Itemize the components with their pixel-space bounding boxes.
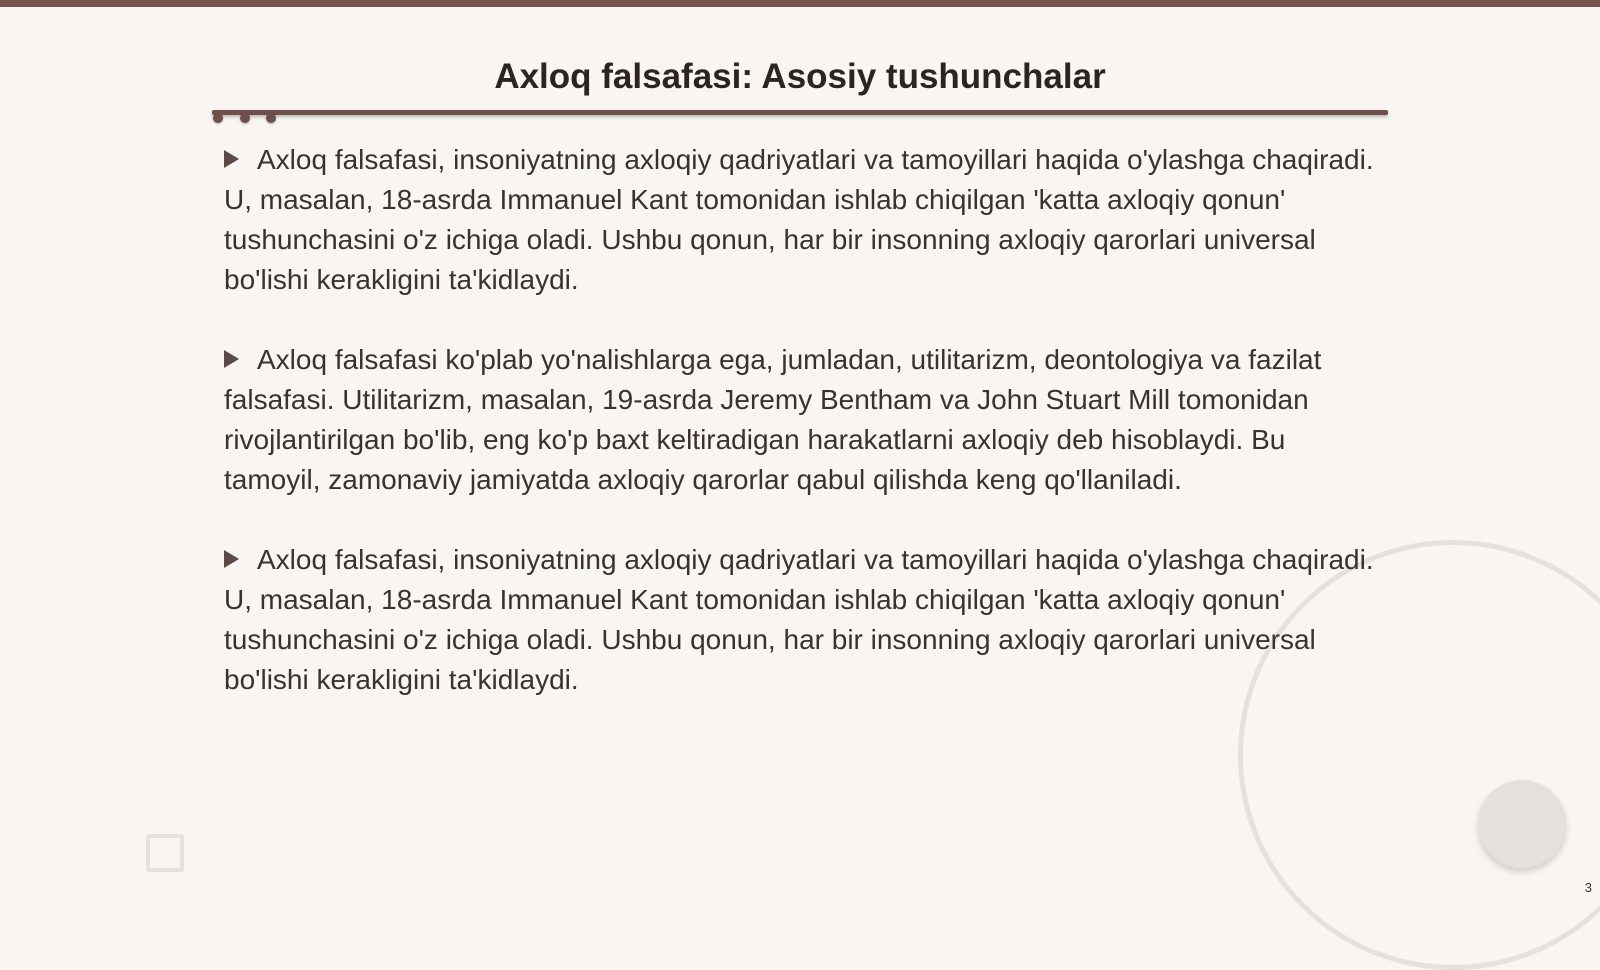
bullet-text: Axloq falsafasi ko'plab yo'nalishlarga ega, jumladan, utilitarizm, deontologiya va fazilat falsafasi. Utilitarizm, masalan, 19-asrda Jeremy Bentham va John Stuart Mill tomonidan rivojlantirilgan bo'lib, eng ko'p baxt keltiradigan harakatlarni axloqiy deb hisoblaydi. Bu tamoyil, zamonaviy jamiyatda axloqiy qarorlar qabul qilishda keng qo'llaniladi. — [224, 344, 1322, 495]
bullet-arrow-icon — [224, 150, 239, 168]
slide-content — [224, 140, 1384, 740]
top-accent-bar — [0, 0, 1600, 7]
title-underline — [212, 110, 1388, 115]
bullet-text: Axloq falsafasi, insoniyatning axloqiy qadriyatlari va tamoyillari haqida o'ylashga chaqiradi. U, masalan, 18-asrda Immanuel Kant tomonidan ishlab chiqilgan 'katta axloqiy qonun' tushunchasini o'z ichiga oladi. Ushbu qonun, har bir insonning axloqiy qarorlari universal bo'lishi kerakligini ta'kidlaydi. — [224, 144, 1374, 295]
bullet-arrow-icon — [224, 550, 239, 568]
decorative-dot — [266, 113, 276, 123]
slide-title: Axloq falsafasi: Asosiy tushunchalar — [494, 57, 1106, 96]
decorative-dot — [213, 113, 223, 123]
bullet-item — [224, 340, 1384, 500]
bullet-item — [224, 540, 1384, 700]
bullet-item — [224, 140, 1384, 300]
bullet-arrow-icon — [224, 350, 239, 368]
page-number: 3 — [1584, 880, 1592, 895]
decorative-dot — [240, 113, 250, 123]
decorative-disc — [1478, 780, 1566, 868]
bullet-text: Axloq falsafasi, insoniyatning axloqiy qadriyatlari va tamoyillari haqida o'ylashga chaqiradi. U, masalan, 18-asrda Immanuel Kant tomonidan ishlab chiqilgan 'katta axloqiy qonun' tushunchasini o'z ichiga oladi. Ushbu qonun, har bir insonning axloqiy qarorlari universal bo'lishi kerakligini ta'kidlaydi. — [224, 544, 1374, 695]
decorative-square — [146, 834, 184, 872]
